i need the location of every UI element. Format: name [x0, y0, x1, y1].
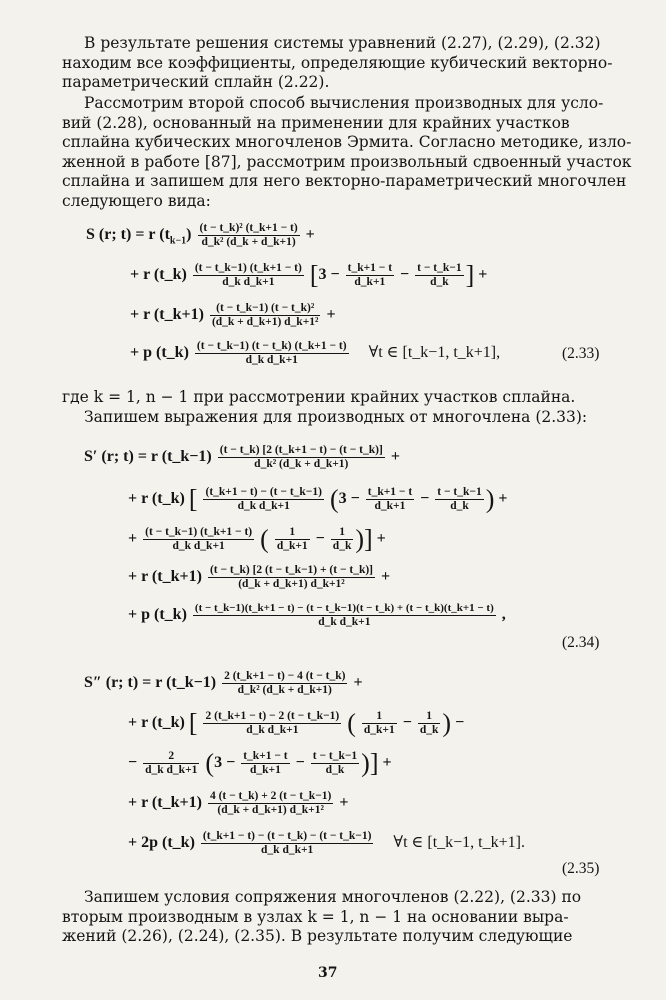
equation-line: + r (t_k) $\frac{(t - t\_k-1) (t\_k+1 - t)}{\text{d\_k d\_k+1}}$ [3 − $\frac{t\_k+1 - t}{d\_k+1}$ − $\frac{t - t\_k-1}{d\_k}$ ] +: [130, 260, 488, 290]
condition: ∀t ∈ [t_k−1, t_k+1],: [368, 344, 501, 362]
text-line: вторым производным в узлах k = 1, n − 1 на основании выра-: [62, 907, 569, 926]
term-lead: + r (t_k): [130, 266, 187, 284]
numerator: 2 (t_k+1 − t) − 2 (t − t_k−1): [205, 710, 340, 722]
term-lead: + p (t_k): [130, 344, 189, 362]
fraction: [201, 830, 374, 857]
fraction: [208, 790, 333, 817]
numerator: (t − t_k)² (t_k+1 − t): [199, 222, 298, 234]
term-lead: + r (t_k+1): [128, 794, 202, 812]
denominator: d_k d_k+1: [172, 540, 225, 552]
numerator: t − t_k−1: [437, 486, 482, 498]
denominator: d_k d_k+1: [222, 276, 275, 288]
equation-number: (2.33): [562, 345, 600, 362]
text-line: Запишем выражения для производных от многочлена (2.33):: [84, 407, 588, 426]
text-line: где k = 1, n − 1 при рассмотрении крайних участков сплайна.: [62, 388, 576, 406]
numerator: (t − t_k−1) (t − t_k)²: [210, 302, 321, 316]
equation-line: S (r; t) = r $(t_{k-1})$ $\frac{\text{(t − t\_k)² (t\_k+1 − t)}}{\text{d\_k² (d\_k + d\_k+1)}}$ +: [86, 222, 315, 248]
term-lead: + 2p (t_k): [128, 834, 195, 852]
fraction: [203, 486, 323, 513]
denominator: (d_k + d_k+1) d_k+1²: [238, 578, 345, 590]
numerator: t_k+1 − t: [367, 486, 413, 498]
term-lead: + p (t_k): [128, 606, 187, 624]
constant-term: 3 −: [338, 490, 360, 508]
denominator: d_k d_k+1: [261, 844, 314, 856]
constant-term: 3 −: [214, 754, 236, 772]
numerator: (t − t_k) [2 (t − t_k−1) + (t − t_k)]: [209, 564, 374, 576]
denominator: d_k² (d_k + d_k+1): [237, 684, 332, 696]
equation-lhs: S″ (r; t) = r (t_k−1): [84, 674, 217, 692]
denominator: d_k d_k+1: [237, 500, 290, 512]
fraction: [222, 670, 347, 697]
fraction: [362, 710, 397, 737]
fraction: [193, 262, 304, 289]
denominator: d_k d_k+1: [318, 616, 371, 628]
fraction: [346, 262, 394, 289]
numerator: (t − t_k) [2 (t_k+1 − t) − (t − t_k)]: [219, 444, 383, 456]
equation-line: + r (t_k+1) $\frac{4 (t - t\_k) + 2 (t - t\_k-1)}{\text{(d\_k + d\_k+1) d\_k+1²}}$ +: [128, 790, 349, 816]
equation-line: S′ (r; t) = r (t_k−1) $\frac{(t - t\_k) [2 (t\_k+1 - t) - (t - t\_k)]}{\text{d\_k² (d\_k + d\_k+1)}}$ +: [84, 444, 400, 470]
numerator: (t − t_k−1) (t − t_k) (t_k+1 − t): [196, 340, 347, 352]
equation-line: S″ (r; t) = r (t_k−1) $\frac{2 (t\_k+1 - t) - 4 (t - t\_k)}{\text{d\_k² (d\_k + d\_k+1)}}$ +: [84, 670, 363, 696]
text-line: Рассмотрим второй способ вычисления производных для усло-: [84, 94, 604, 112]
denominator: d_k+1: [249, 764, 281, 776]
fraction: [275, 526, 310, 553]
text-line: сплайна кубических многочленов Эрмита. Согласно методике, изло-: [62, 133, 632, 152]
numerator: 1: [331, 526, 354, 540]
text-line: жений (2.26), (2.24), (2.35). В результате получим следующие: [62, 927, 573, 946]
fraction: [198, 222, 300, 249]
numerator: t_k+1 − t: [243, 750, 288, 762]
fraction: [311, 750, 359, 777]
numerator: 1: [362, 710, 397, 724]
fraction: [331, 526, 354, 553]
numerator: t − t_k−1: [417, 262, 462, 274]
denominator: d_k: [325, 764, 345, 776]
text-line: В результате решения системы уравнений (2.27), (2.29), (2.32): [84, 34, 601, 52]
equation-line: + $\frac{(t - t\_k-1) (t\_k+1 - t)}{\text{d\_k d\_k+1}}$ ( $\frac{1}{d\_k+1}$ − $\frac{1}{d\_k}$ )] +: [128, 524, 386, 554]
denominator: (d_k + d_k+1) d_k+1²: [211, 316, 319, 328]
paragraph-3: [62, 388, 612, 427]
numerator: 4 (t − t_k) + 2 (t − t_k−1): [209, 790, 332, 802]
numerator: (t − t_k−1) (t_k+1 − t): [194, 262, 302, 274]
term-lead: + r (t_k): [128, 490, 185, 508]
numerator: (t − t_k−1)(t_k+1 − t) − (t − t_k−1)(t − t_k) + (t − t_k)(t_k+1 − t): [194, 602, 494, 614]
fraction: [366, 486, 414, 513]
denominator: d_k: [332, 540, 352, 552]
text-line: сплайна и запишем для него векторно-параметрический многочлен: [62, 172, 627, 191]
text-line: женной в работе [87], рассмотрим произвольный сдвоенный участок: [62, 152, 632, 171]
numerator: t − t_k−1: [312, 750, 358, 762]
fraction: [415, 262, 463, 289]
fraction: [193, 602, 496, 629]
numerator: 2: [143, 750, 199, 764]
paragraph-4: [62, 888, 612, 947]
denominator: d_k+1: [354, 276, 386, 288]
numerator: 1: [275, 526, 310, 540]
page-number: 37: [318, 965, 338, 981]
term-lead: + r (t_k): [128, 714, 185, 732]
fraction: [241, 750, 289, 777]
equation-line: [128, 830, 525, 857]
numerator: (t_k+1 − t) − (t − t_k) − (t − t_k−1): [202, 830, 372, 842]
denominator: d_k+1: [374, 500, 406, 512]
text-line: вий (2.28), основанный на применении для крайних участков: [62, 113, 570, 132]
equation-line: + r (t_k) [ $\frac{(t\_k+1 - t) - (t - t\_k-1)}{\text{d\_k d\_k+1}}$ (3 − $\frac{t\_k+1 - t}{d\_k+1}$ − $\frac{t - t\_k-1}{d\_k}$ ) +: [128, 484, 508, 514]
condition: ∀t ∈ [t_k−1, t_k+1].: [393, 834, 525, 852]
numerator: t_k+1 − t: [347, 262, 393, 274]
equation-lhs: S′ (r; t) = r (t_k−1): [84, 448, 212, 466]
text-line: Запишем условия сопряжения многочленов (2.22), (2.33) по: [84, 888, 582, 906]
denominator: d_k: [450, 500, 469, 512]
fraction: [418, 710, 441, 737]
denominator: d_k+1: [363, 724, 395, 736]
fraction: [203, 710, 341, 737]
paragraph-1: [62, 34, 612, 93]
constant-term: 3 −: [318, 266, 340, 284]
denominator: d_k: [419, 724, 439, 736]
numerator: (t_k+1 − t) − (t − t_k−1): [205, 486, 322, 498]
equation-line: + p (t_k) (t − t_k−1)(t_k+1 − t) − (t − t_k−1)(t − t_k) + (t − t_k)(t_k+1 − t) d_k d_k+1 ,: [128, 602, 506, 628]
equation-line: + r (t_k+1) $\frac{\text{(t − t\_k−1) (t − t\_k)²}}{\text{(d\_k + d\_k+1) d\_k+1²}}$ +: [130, 302, 336, 328]
numerator: 1: [418, 710, 441, 724]
denominator: d_k² (d_k + d_k+1): [254, 458, 349, 470]
denominator: d_k: [430, 276, 449, 288]
equation-line: − $\frac{2}{\text{d\_k d\_k+1}}$ (3 − $\frac{t\_k+1 - t}{d\_k+1}$ − $\frac{t - t\_k-1}{d\_k}$ )] +: [128, 748, 392, 778]
paragraph-2: [62, 94, 632, 212]
term-lead: + r (t_k+1): [128, 568, 202, 586]
denominator: d_k+1: [276, 540, 308, 552]
fraction: [208, 564, 375, 591]
equation-line: + r (t_k) [ $\frac{2 (t\_k+1 - t) - 2 (t - t\_k-1)}{\text{d\_k d\_k+1}}$ ( $\frac{1}{d\_k+1}$ − $\frac{1}{d\_k}$ ) −: [128, 708, 465, 738]
denominator: d_k d_k+1: [246, 724, 299, 736]
text-line: параметрический сплайн (2.22).: [62, 73, 330, 92]
fraction: [435, 486, 483, 513]
denominator: d_k² (d_k + d_k+1): [201, 236, 296, 248]
fraction: [143, 526, 254, 553]
numerator: (t − t_k−1) (t_k+1 − t): [145, 526, 253, 538]
equation-line: + r (t_k+1) $\frac{(t - t\_k) [2 (t - t\_k-1) + (t - t\_k)]}{\text{(d\_k + d\_k+1) d\_k+1²}}$ +: [128, 564, 391, 590]
denominator: (d_k + d_k+1) d_k+1²: [217, 804, 324, 816]
fraction: [218, 444, 385, 471]
fraction: [143, 750, 199, 777]
equation-lhs: S (r; t) = r (t: [86, 226, 170, 244]
term-lead: + r (t_k+1): [130, 306, 204, 324]
numerator: 2 (t_k+1 − t) − 4 (t − t_k): [224, 670, 346, 682]
fraction: [210, 302, 321, 329]
text-line: находим все коэффициенты, определяющие кубический векторно-: [62, 53, 613, 72]
equation-number: (2.35): [562, 860, 600, 877]
fraction: [195, 340, 349, 367]
text-line: следующего вида:: [62, 191, 211, 210]
denominator: d_k d_k+1: [245, 354, 298, 366]
equation-line: [130, 340, 500, 367]
subscript: k−1: [169, 235, 187, 247]
equation-number: (2.34): [562, 634, 600, 651]
denominator: d_k d_k+1: [145, 764, 198, 776]
